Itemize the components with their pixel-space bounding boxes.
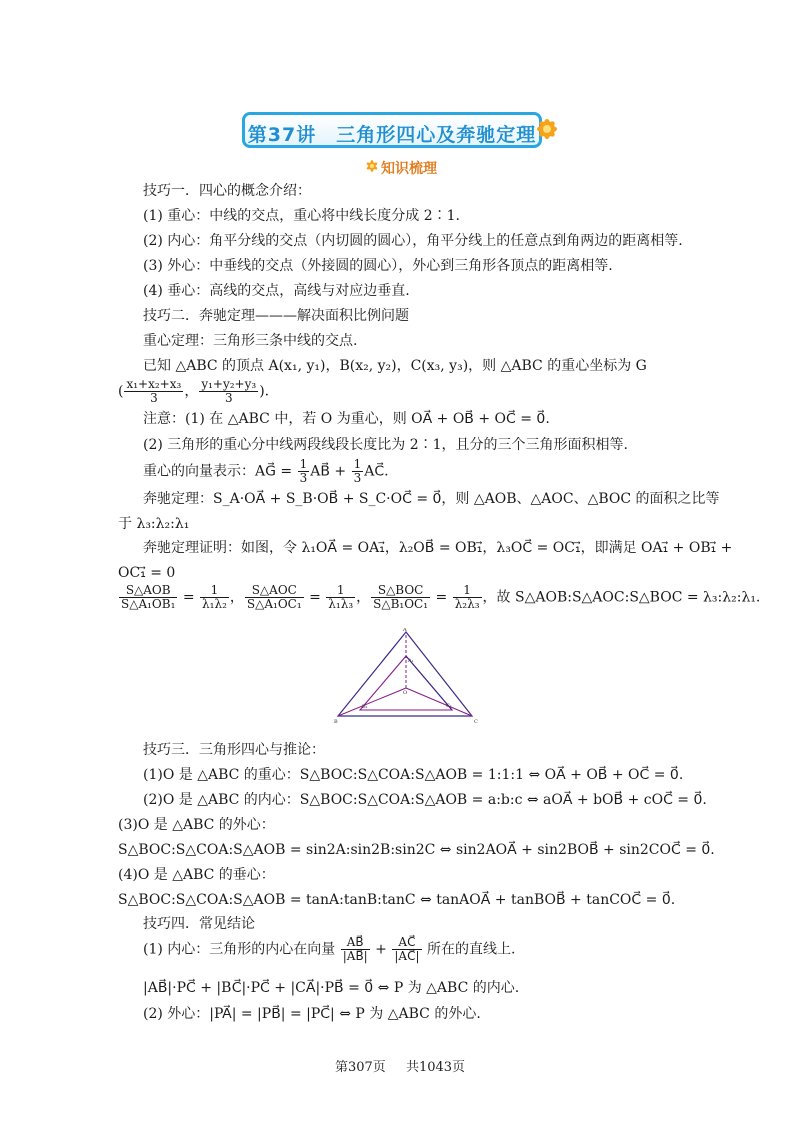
benz-theorem-cont: 于 λ₃:λ₂:λ₁ <box>118 516 190 532</box>
incenter-corollary: (2)O 是 △ABC 的内心：S△BOC:S△COA:S△AOB = a:b:c ⇔ aOA⃗ + bOB⃗ + cOC⃗ = 0⃗. <box>143 792 707 808</box>
fraction-x: $\frac{\text{x₁+x₂+x₃}}{3}$ <box>126 377 182 405</box>
centroid-corollary: (1)O 是 △ABC 的重心：S△BOC:S△COA:S△AOB = 1:1:1 ⇔ OA⃗ + OB⃗ + OC⃗ = 0⃗. <box>143 767 684 783</box>
benz-theorem: 奔驰定理：S_A·OA⃗ + S_B·OB⃗ + S_C·OC⃗ = 0⃗，则 △AOB、△AOC、△BOC 的面积之比等 <box>143 491 720 507</box>
centroid-theorem: 重心定理：三角形三条中线的交点. <box>143 333 358 349</box>
flower-icon <box>528 110 566 148</box>
incenter-vector-identity: |AB⃗|·PC⃗ + |BC⃗|·PC⃗ + |CA⃗|·PB⃗ = 0⃗ ⇔ P 为 △ABC 的内心. <box>143 980 520 996</box>
label-b: B <box>334 719 338 725</box>
fraction-ac-unit: $\frac{AC⃗}{|AC⃗|}$ <box>394 935 420 963</box>
label-a1: A₁ <box>408 658 414 664</box>
orthocenter-def: (4) 垂心：高线的交点，高线与对应边垂直. <box>143 283 410 299</box>
page-total: 共1043页 <box>405 1060 466 1075</box>
tip1-heading: 技巧一．四心的概念介绍： <box>143 183 311 199</box>
fraction-l1l3: $\frac{1}{\text{λ₁λ₃}}$ <box>328 583 354 611</box>
segment-ob <box>338 688 406 716</box>
circumcenter-def: (3) 外心：中垂线的交点（外接圆的圆心），外心到三角形各顶点的距离相等. <box>143 258 613 274</box>
benz-proof: 奔驰定理证明：如图，令 λ₁OA⃗ = OA₁⃗，λ₂OB⃗ = OB₁⃗，λ₃OC⃗ = OC₁⃗，即满足 OA₁⃗ + OB₁⃗ + <box>143 540 733 556</box>
label-c: C <box>474 719 478 725</box>
incenter-conclusion: (1) 内心：三角形的内心在向量 $\frac{AB⃗}{|AB⃗|}$ + $\frac{AC⃗}{|AC⃗|}$ 所在的直线上. <box>143 935 516 963</box>
orthocenter-corollary-title: (4)O 是 △ABC 的垂心： <box>118 867 275 883</box>
centroid-def: (1) 重心：中线的交点，重心将中线长度分成 2∶1. <box>143 208 460 224</box>
label-a: A <box>403 628 407 633</box>
note-2: (2) 三角形的重心分中线两段线段长度比为 2∶1，且分的三个三角形面积相等. <box>143 437 628 453</box>
orthocenter-corollary: S△BOC:S△COA:S△AOB = tanA:tanB:tanC ⇔ tanAOA⃗ + tanBOB⃗ + tanCOC⃗ = 0⃗. <box>118 892 676 908</box>
page-number: 第307页 <box>334 1060 386 1075</box>
fraction-l1l2: $\frac{1}{\text{λ₁λ₂}}$ <box>202 583 227 611</box>
circumcenter-corollary: S△BOC:S△COA:S△AOB = sin2A:sin2B:sin2C ⇔ sin2AOA⃗ + sin2BOB⃗ + sin2COC⃗ = 0⃗. <box>118 842 715 858</box>
fraction-aoc: $\frac{\text{S△AOC}}{\text{S△A₁OC₁}}$ <box>246 583 302 611</box>
outer-triangle <box>338 632 472 716</box>
fraction-l2l3: $\frac{1}{\text{λ₂λ₃}}$ <box>454 583 480 611</box>
title-banner <box>242 112 542 148</box>
flower-bullet-icon <box>364 158 380 174</box>
tip2-heading: 技巧二．奔驰定理———解决面积比例问题 <box>143 308 409 324</box>
incenter-def: (2) 内心：角平分线的交点（内切圆的圆心），角平分线上的任意点到角两边的距离相等. <box>143 233 683 249</box>
note-1: 注意：(1) 在 △ABC 中，若 O 为重心，则 OA⃗ + OB⃗ + OC⃗ = 0⃗. <box>143 411 550 427</box>
centroid-vector-expression: 重心的向量表示：AG⃗ = $\frac{1}{3}$ AB⃗ + $\frac{1}{3}$ AC⃗. <box>143 457 389 485</box>
benz-proof-cont: OC₁⃗ = 0 <box>118 565 176 581</box>
tip3-heading: 技巧三．三角形四心与推论： <box>143 742 325 758</box>
tip4-heading: 技巧四．常见结论 <box>143 916 255 932</box>
area-ratio-formula: $\frac{\text{S△AOB}}{\text{S△A₁OB₁}}$ = $\frac{1}{\text{λ₁λ₂}}$ ， $\frac{\text{S△AOC}}{\text{S△A₁OC₁}}$ = $\frac{1}{\text{λ₁λ₃}}$ ， $\frac{\text{S△BOC}}{\text{S△B₁OC₁}}$ = $\frac{1}{\text{λ₂λ₃}}$ ，故 S△AOB:S△AOC:S△BOC = λ₃:λ₂:λ₁. <box>121 583 761 611</box>
fraction-aob: $\frac{\text{S△AOB}}{\text{S△A₁OB₁}}$ <box>121 583 176 611</box>
fraction-one-third-b: $\frac{1}{3}$ <box>353 457 362 485</box>
segment-oc <box>406 688 472 716</box>
lecture-title: 第37讲 三角形四心及奔驰定理 <box>247 124 537 146</box>
label-b1: B₁ <box>362 704 368 710</box>
centroid-coord-formula: ( $\frac{\text{x₁+x₂+x₃}}{3}$ ， $\frac{\text{y₁+y₂+y₃}}{3}$ ). <box>118 377 270 405</box>
fraction-boc: $\frac{\text{S△BOC}}{\text{S△B₁OC₁}}$ <box>373 583 429 611</box>
page-footer <box>0 1056 800 1075</box>
fraction-one-third-a: $\frac{1}{3}$ <box>299 457 308 485</box>
segment-a1c1 <box>406 656 452 710</box>
label-o: O <box>403 690 408 696</box>
centroid-coord-intro: 已知 △ABC 的顶点 A(x₁, y₁)，B(x₂, y₂)，C(x₃, y₃)，则 △ABC 的重心坐标为 G <box>143 358 647 374</box>
triangle-figure <box>334 628 484 728</box>
section-subheading: 知识梳理 <box>381 161 437 177</box>
fraction-y: $\frac{\text{y₁+y₂+y₃}}{3}$ <box>201 377 257 405</box>
circumcenter-conclusion: (2) 外心：|PA⃗| = |PB⃗| = |PC⃗| ⇔ P 为 △ABC 的外心. <box>143 1006 481 1022</box>
label-c1: C₁ <box>446 703 452 709</box>
fraction-ab-unit: $\frac{AB⃗}{|AB⃗|}$ <box>342 935 368 963</box>
circumcenter-corollary-title: (3)O 是 △ABC 的外心： <box>118 817 275 833</box>
